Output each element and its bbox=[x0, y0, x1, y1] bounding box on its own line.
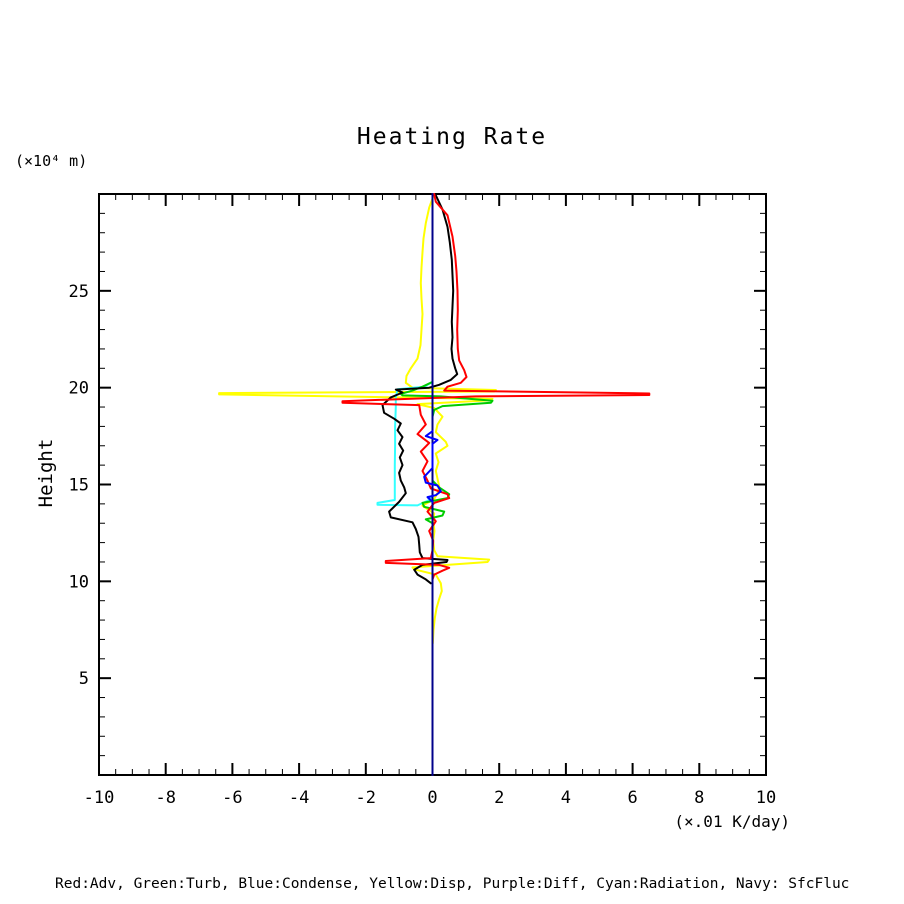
x-tick-label: -6 bbox=[222, 788, 243, 808]
legend-caption: Red:Adv, Green:Turb, Blue:Condense, Yellow:Disp, Purple:Diff, Cyan:Radiation, Navy: SfcFluc bbox=[55, 876, 850, 892]
y-axis-unit-label: (×10⁴ m) bbox=[15, 152, 88, 170]
x-tick-label: -10 bbox=[83, 788, 115, 808]
y-tick-label: 5 bbox=[78, 669, 89, 690]
x-tick-label: 10 bbox=[755, 788, 777, 808]
y-axis-title: Height bbox=[35, 438, 57, 508]
y-tick-label: 10 bbox=[68, 572, 89, 593]
x-axis-unit-label: (×.01 K/day) bbox=[674, 812, 790, 831]
y-tick-label: 25 bbox=[68, 281, 89, 302]
y-tick-label: 20 bbox=[68, 378, 89, 399]
series-turb-line bbox=[401, 194, 493, 775]
series-disp-line bbox=[219, 194, 496, 643]
series-adv-line bbox=[343, 194, 650, 579]
y-tick-label: 15 bbox=[68, 475, 89, 496]
x-tick-label: 0 bbox=[427, 788, 438, 808]
chart-title: Heating Rate bbox=[356, 124, 548, 150]
x-tick-label: -8 bbox=[155, 788, 176, 808]
x-tick-label: -2 bbox=[355, 788, 377, 808]
x-tick-label: -4 bbox=[288, 788, 310, 808]
x-tick-label: 6 bbox=[627, 788, 638, 808]
x-tick-label: 2 bbox=[494, 788, 505, 808]
x-tick-label: 8 bbox=[694, 788, 705, 808]
x-tick-label: 4 bbox=[560, 788, 572, 808]
series-radiation-line bbox=[378, 194, 433, 775]
